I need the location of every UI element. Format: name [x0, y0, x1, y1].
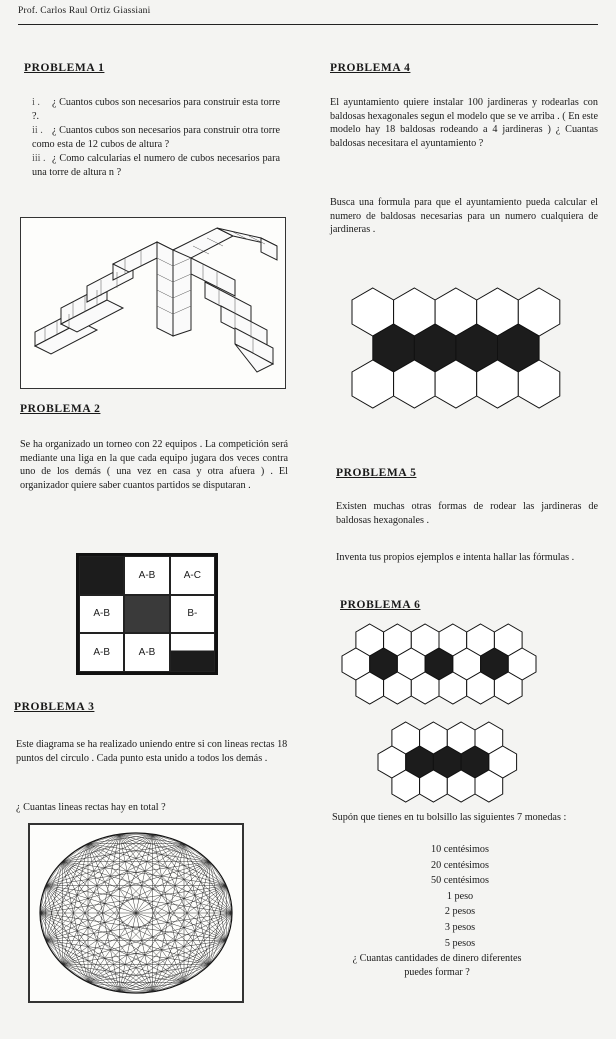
item-text: ¿ Cuantos cubos son necesarios para construir esta torre ?.: [32, 97, 280, 122]
circle-figure: [28, 823, 244, 1003]
item-text: ¿ Cuantos cubos son necesarios para construir otra torre como esta de 12 cubos de altura ?: [32, 125, 280, 150]
problem4-text1: El ayuntamiento quiere instalar 100 jardineras y rodearlas con baldosas hexagonales segun el modelo que se ve arriba . ( En este modelo hay 18 baldosas rodeando a 4 jardineras ) ¿ Cuantas baldosas necesitara el ayuntamiento ?: [330, 97, 598, 149]
problem3-title: PROBLEMA 3: [14, 701, 95, 713]
problem1-title: PROBLEMA 1: [24, 62, 105, 74]
cube-tower-drawing: [21, 218, 285, 388]
coin-item: 20 centésimos: [430, 859, 489, 871]
problem5-text1: Existen muchas otras formas de rodear las jardineras de baldosas hexagonales .: [336, 501, 598, 526]
problem2-text: Se ha organizado un torneo con 22 equipos . La competición será mediante una liga en la que cada equipo jugara dos veces contra uno de los demás ( una vez en casa y otra afuera ) . El organizador quiere saber cuantos partidos se disputaran .: [20, 439, 288, 491]
problem6-title: PROBLEMA 6: [340, 599, 421, 611]
header-rule: [18, 24, 598, 25]
item-marker: iii .: [32, 153, 46, 165]
problem2-title: PROBLEMA 2: [20, 403, 101, 415]
circle-lines-drawing: [30, 825, 242, 1001]
grid-cell: A-B: [124, 556, 169, 595]
tournament-grid: [76, 553, 218, 675]
grid-cell: A-C: [170, 556, 215, 595]
grid-cell: A-B: [79, 595, 124, 634]
problem3-text: Este diagrama se ha realizado uniendo entre si con lineas rectas 18 puntos del circulo . Cada punto esta unido a todos los demás .: [16, 739, 288, 764]
coin-item: 3 pesos: [444, 921, 476, 933]
coin-list: [380, 842, 540, 951]
grid-cell: A-B: [79, 633, 124, 672]
grid-cell: A-B: [124, 633, 169, 672]
coin-item: 10 centésimos: [430, 844, 489, 855]
problem4-title: PROBLEMA 4: [330, 62, 411, 74]
chord-line: [46, 834, 153, 940]
hexagon-garden-figure: [350, 282, 570, 442]
coin-item: 1 peso: [446, 890, 474, 902]
grid-cell: B-: [170, 595, 215, 634]
grid-cell: [170, 633, 215, 672]
hexagon-row-figure-1: [340, 620, 550, 716]
problem4-text2: Busca una formula para que el ayuntamiento pueda calcular el numero de baldosas necesarias para un numero cualquiera de jardineras .: [330, 197, 598, 236]
grid-cell: [124, 595, 169, 634]
item-text: ¿ Como calcularias el numero de cubos necesarios para una torre de altura n ?: [32, 153, 280, 178]
coin-item: 2 pesos: [444, 906, 476, 918]
problem6-intro: Supón que tienes en tu bolsillo las siguientes 7 monedas :: [332, 812, 567, 823]
problem1-questions: [32, 96, 280, 181]
grid-cell: [79, 556, 124, 595]
problem5-title: PROBLEMA 5: [336, 467, 417, 479]
author-header: Prof. Carlos Raul Ortiz Giassiani: [18, 6, 151, 16]
item-marker: i .: [32, 97, 40, 108]
cube-tower-figure: [20, 217, 286, 389]
chord-line: [119, 886, 226, 992]
problem6-question: ¿ Cuantas cantidades de dinero diferentes puedes formar ?: [352, 953, 522, 978]
problem5-text2: Inventa tus propios ejemplos e intenta hallar las fórmulas .: [336, 552, 575, 563]
coin-item: 50 centésimos: [430, 875, 489, 887]
problem1-item: [32, 152, 280, 179]
problem1-item: [32, 124, 280, 151]
item-marker: ii .: [32, 125, 43, 137]
coin-item: 5 pesos: [444, 937, 476, 949]
problem3-question: ¿ Cuantas lineas rectas hay en total ?: [16, 802, 166, 813]
problem1-item: [32, 96, 280, 123]
hexagon-row-figure-2: [376, 718, 536, 810]
